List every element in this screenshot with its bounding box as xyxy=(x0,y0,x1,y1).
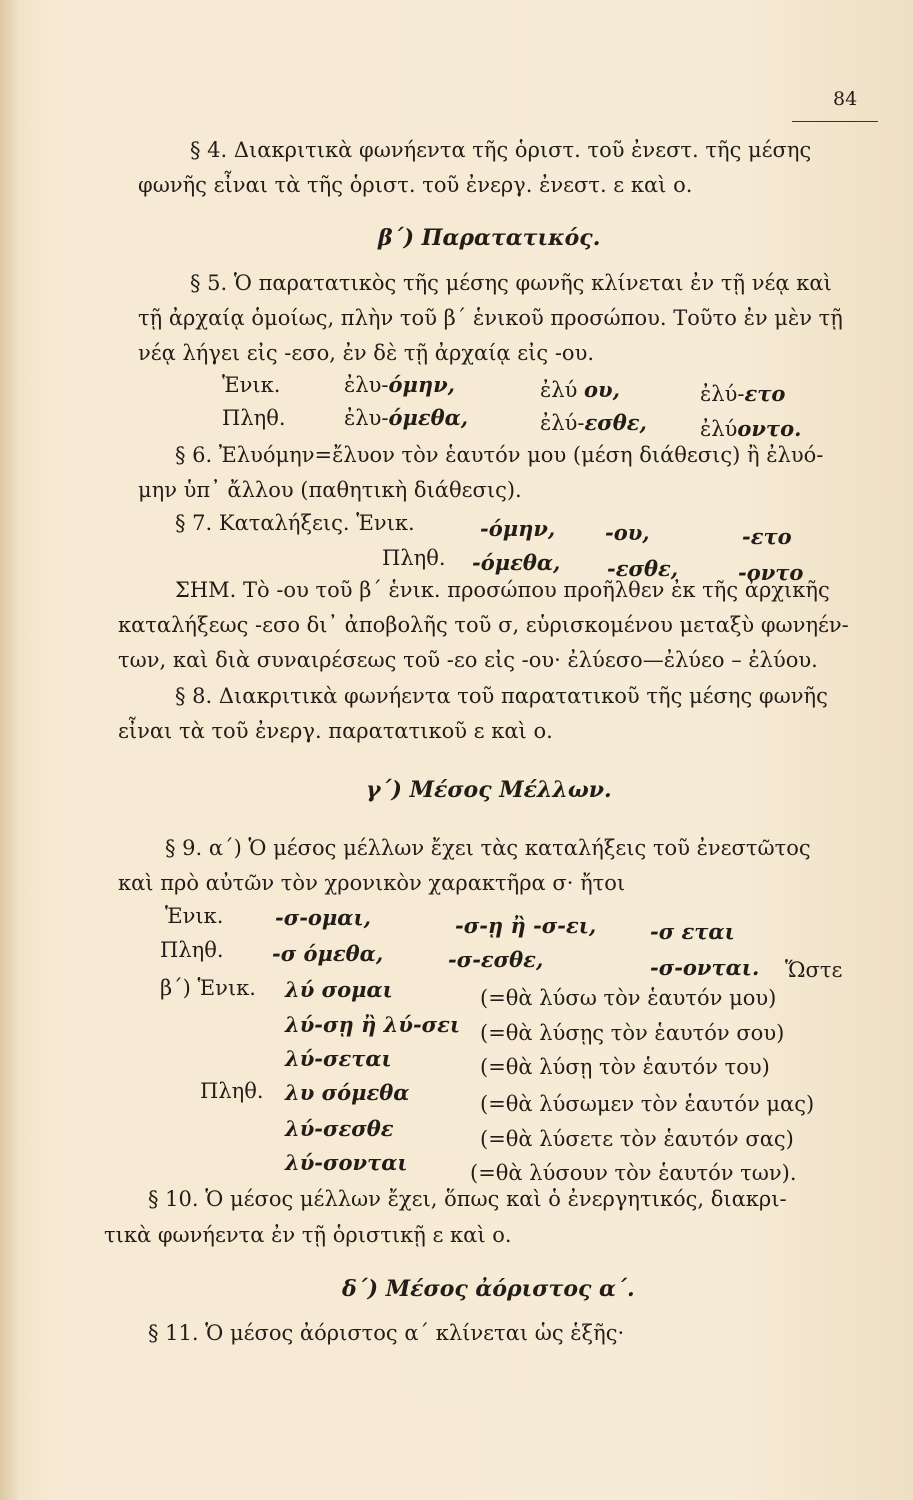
para11-line: § 11. Ὁ μέσος ἀόριστος α΄ κλίνεται ὡς ἑξῆς· xyxy=(148,1321,625,1345)
note-line3: των, καὶ διὰ συναιρέσεως τοῦ -εο εἰς -ου· ἐλύεσο—ἐλύεο – ἐλύου. xyxy=(118,648,818,672)
future-gloss-5: (=θὰ λύσετε τὸν ἑαυτόν σας) xyxy=(480,1127,794,1151)
note-line2: καταλήξεως -εσο δι᾽ ἀποβολῆς τοῦ σ, εὑρισκομένου μεταξὺ φωνηέν- xyxy=(118,613,849,637)
header-rule xyxy=(792,121,878,122)
p9-sg-1: -σ-ομαι, xyxy=(275,905,371,930)
ending-sg-1: -όμην, xyxy=(480,516,556,541)
page-number: 84 xyxy=(833,88,858,110)
para9-line2: καὶ πρὸ αὐτῶν τὸν χρονικὸν χαρακτῆρα σ· ἤτοι xyxy=(118,871,626,895)
future-form-2: λύ-σῃ ἢ λύ-σει xyxy=(285,1012,461,1037)
para4-line2: φωνῆς εἶναι τὰ τῆς ὁριστ. τοῦ ἐνεργ. ἐνεστ. ε καὶ ο. xyxy=(138,173,693,197)
future-gloss-3: (=θὰ λύσῃ τὸν ἑαυτόν του) xyxy=(480,1055,770,1079)
stem: ἐλύ- xyxy=(700,382,745,406)
p9-pl-label: Πληθ. xyxy=(160,938,224,962)
ending-sg-2: -ου, xyxy=(605,520,650,545)
ending: όμην, xyxy=(388,372,455,397)
para5-line3: νέᾳ λήγει εἰς -εσο, ἐν δὲ τῇ ἀρχαίᾳ εἰς -ου. xyxy=(138,341,595,365)
future-gloss-4: (=θὰ λύσωμεν τὸν ἑαυτόν μας) xyxy=(480,1092,815,1116)
para8-line1: § 8. Διακριτικὰ φωνήεντα τοῦ παρατατικοῦ τῆς μέσης φωνῆς xyxy=(175,684,828,708)
ending: όμεθα, xyxy=(388,405,469,430)
ending: ου, xyxy=(584,377,620,402)
p9-sg-3: -σ εται xyxy=(650,919,735,944)
stem: ἐλύ- xyxy=(540,411,585,435)
para7-intro: § 7. Καταλήξεις. Ἑνικ. xyxy=(175,511,415,535)
para5-line2: τῇ ἀρχαίᾳ ὁμοίως, πλὴν τοῦ β΄ ἑνικοῦ προσώπου. Τοῦτο ἐν μὲν τῇ xyxy=(138,306,843,330)
ending-pl-2: -εσθε, xyxy=(607,556,679,581)
p9-sg-label: Ἑνικ. xyxy=(165,904,224,928)
ending: οντο. xyxy=(737,416,802,441)
note-line1: ΣΗΜ. Τὸ -ου τοῦ β΄ ἑνικ. προσώπου προῆλθεν ἐκ τῆς ἀρχικῆς xyxy=(175,578,830,602)
heading-middle-future: γ΄) Μέσος Μέλλων. xyxy=(366,777,612,803)
page-edge xyxy=(0,0,18,1500)
conj-sg-1 xyxy=(344,372,455,398)
ending: εσθε, xyxy=(584,410,647,435)
stem: ἐλύ xyxy=(700,417,738,441)
heading-imperfect: β΄) Παρατατικός. xyxy=(378,225,601,251)
para4-line1: § 4. Διακριτικὰ φωνήεντα τῆς ὁριστ. τοῦ ἐνεστ. τῆς μέσης xyxy=(190,138,812,162)
para9-line1: § 9. α΄) Ὁ μέσος μέλλων ἔχει τὰς καταλήξεις τοῦ ἐνεστῶτος xyxy=(165,836,811,860)
stem: ἐλυ- xyxy=(344,373,389,397)
para7-pl-label: Πληθ. xyxy=(382,546,446,570)
p9-pl-2: -σ-εσθε, xyxy=(448,947,544,972)
conj-pl-label: Πληθ. xyxy=(222,406,286,430)
para8-line2: εἶναι τὰ τοῦ ἐνεργ. παρατατικοῦ ε καὶ ο. xyxy=(118,719,553,743)
future-form-3: λύ-σεται xyxy=(285,1046,392,1071)
conj-pl-2 xyxy=(540,410,647,436)
future-gloss-1: (=θὰ λύσω τὸν ἑαυτόν μου) xyxy=(480,986,777,1010)
ending-pl-3: -οντο xyxy=(738,560,804,585)
conj-sg-2 xyxy=(540,377,620,403)
para10-line1: § 10. Ὁ μέσος μέλλων ἔχει, ὅπως καὶ ὁ ἐνεργητικός, διακρι- xyxy=(148,1187,787,1211)
heading-aorist: δ΄) Μέσος ἀόριστος α΄. xyxy=(342,1276,635,1302)
future-gloss-2: (=θὰ λύσῃς τὸν ἑαυτόν σου) xyxy=(480,1021,785,1045)
ending-sg-3: -ετο xyxy=(742,524,792,549)
para6-line2: μην ὑπ᾽ ἄλλου (παθητικὴ διάθεσις). xyxy=(138,478,522,502)
para10-line2: τικὰ φωνήεντα ἐν τῇ ὁριστικῇ ε καὶ ο. xyxy=(104,1223,512,1247)
future-form-1: λύ σομαι xyxy=(285,977,393,1002)
ending-pl-1: -όμεθα, xyxy=(472,550,561,575)
p9-pl-label-b: Πληθ. xyxy=(200,1079,264,1103)
conj-sg-3 xyxy=(700,381,785,407)
conj-pl-1 xyxy=(344,405,468,431)
ending: ετο xyxy=(744,381,786,406)
p9-b-label: β΄) Ἑνικ. xyxy=(160,976,256,1000)
stem: ἐλύ xyxy=(540,378,585,402)
future-form-6: λύ-σονται xyxy=(285,1150,408,1175)
future-form-5: λύ-σεσθε xyxy=(285,1116,394,1141)
p9-pl-1: -σ όμεθα, xyxy=(272,941,384,966)
future-gloss-6: (=θὰ λύσουν τὸν ἑαυτόν των). xyxy=(470,1161,797,1185)
future-form-4: λυ σόμεθα xyxy=(285,1080,410,1105)
p9-sg-2: -σ-ῃ ἢ -σ-ει, xyxy=(455,913,597,938)
conj-pl-3 xyxy=(700,416,801,442)
stem: ἐλυ- xyxy=(344,406,389,430)
para6-line1: § 6. Ἐλυόμην=ἔλυον τὸν ἑαυτόν μου (μέση διάθεσις) ἢ ἐλυό- xyxy=(175,443,824,467)
hoste-word: Ὥστε xyxy=(785,958,843,982)
para5-line1: § 5. Ὁ παρατατικὸς τῆς μέσης φωνῆς κλίνεται ἐν τῇ νέᾳ καὶ xyxy=(190,271,832,295)
p9-pl-3: -σ-ονται. xyxy=(650,955,760,980)
conj-sg-label: Ἑνικ. xyxy=(222,373,281,397)
